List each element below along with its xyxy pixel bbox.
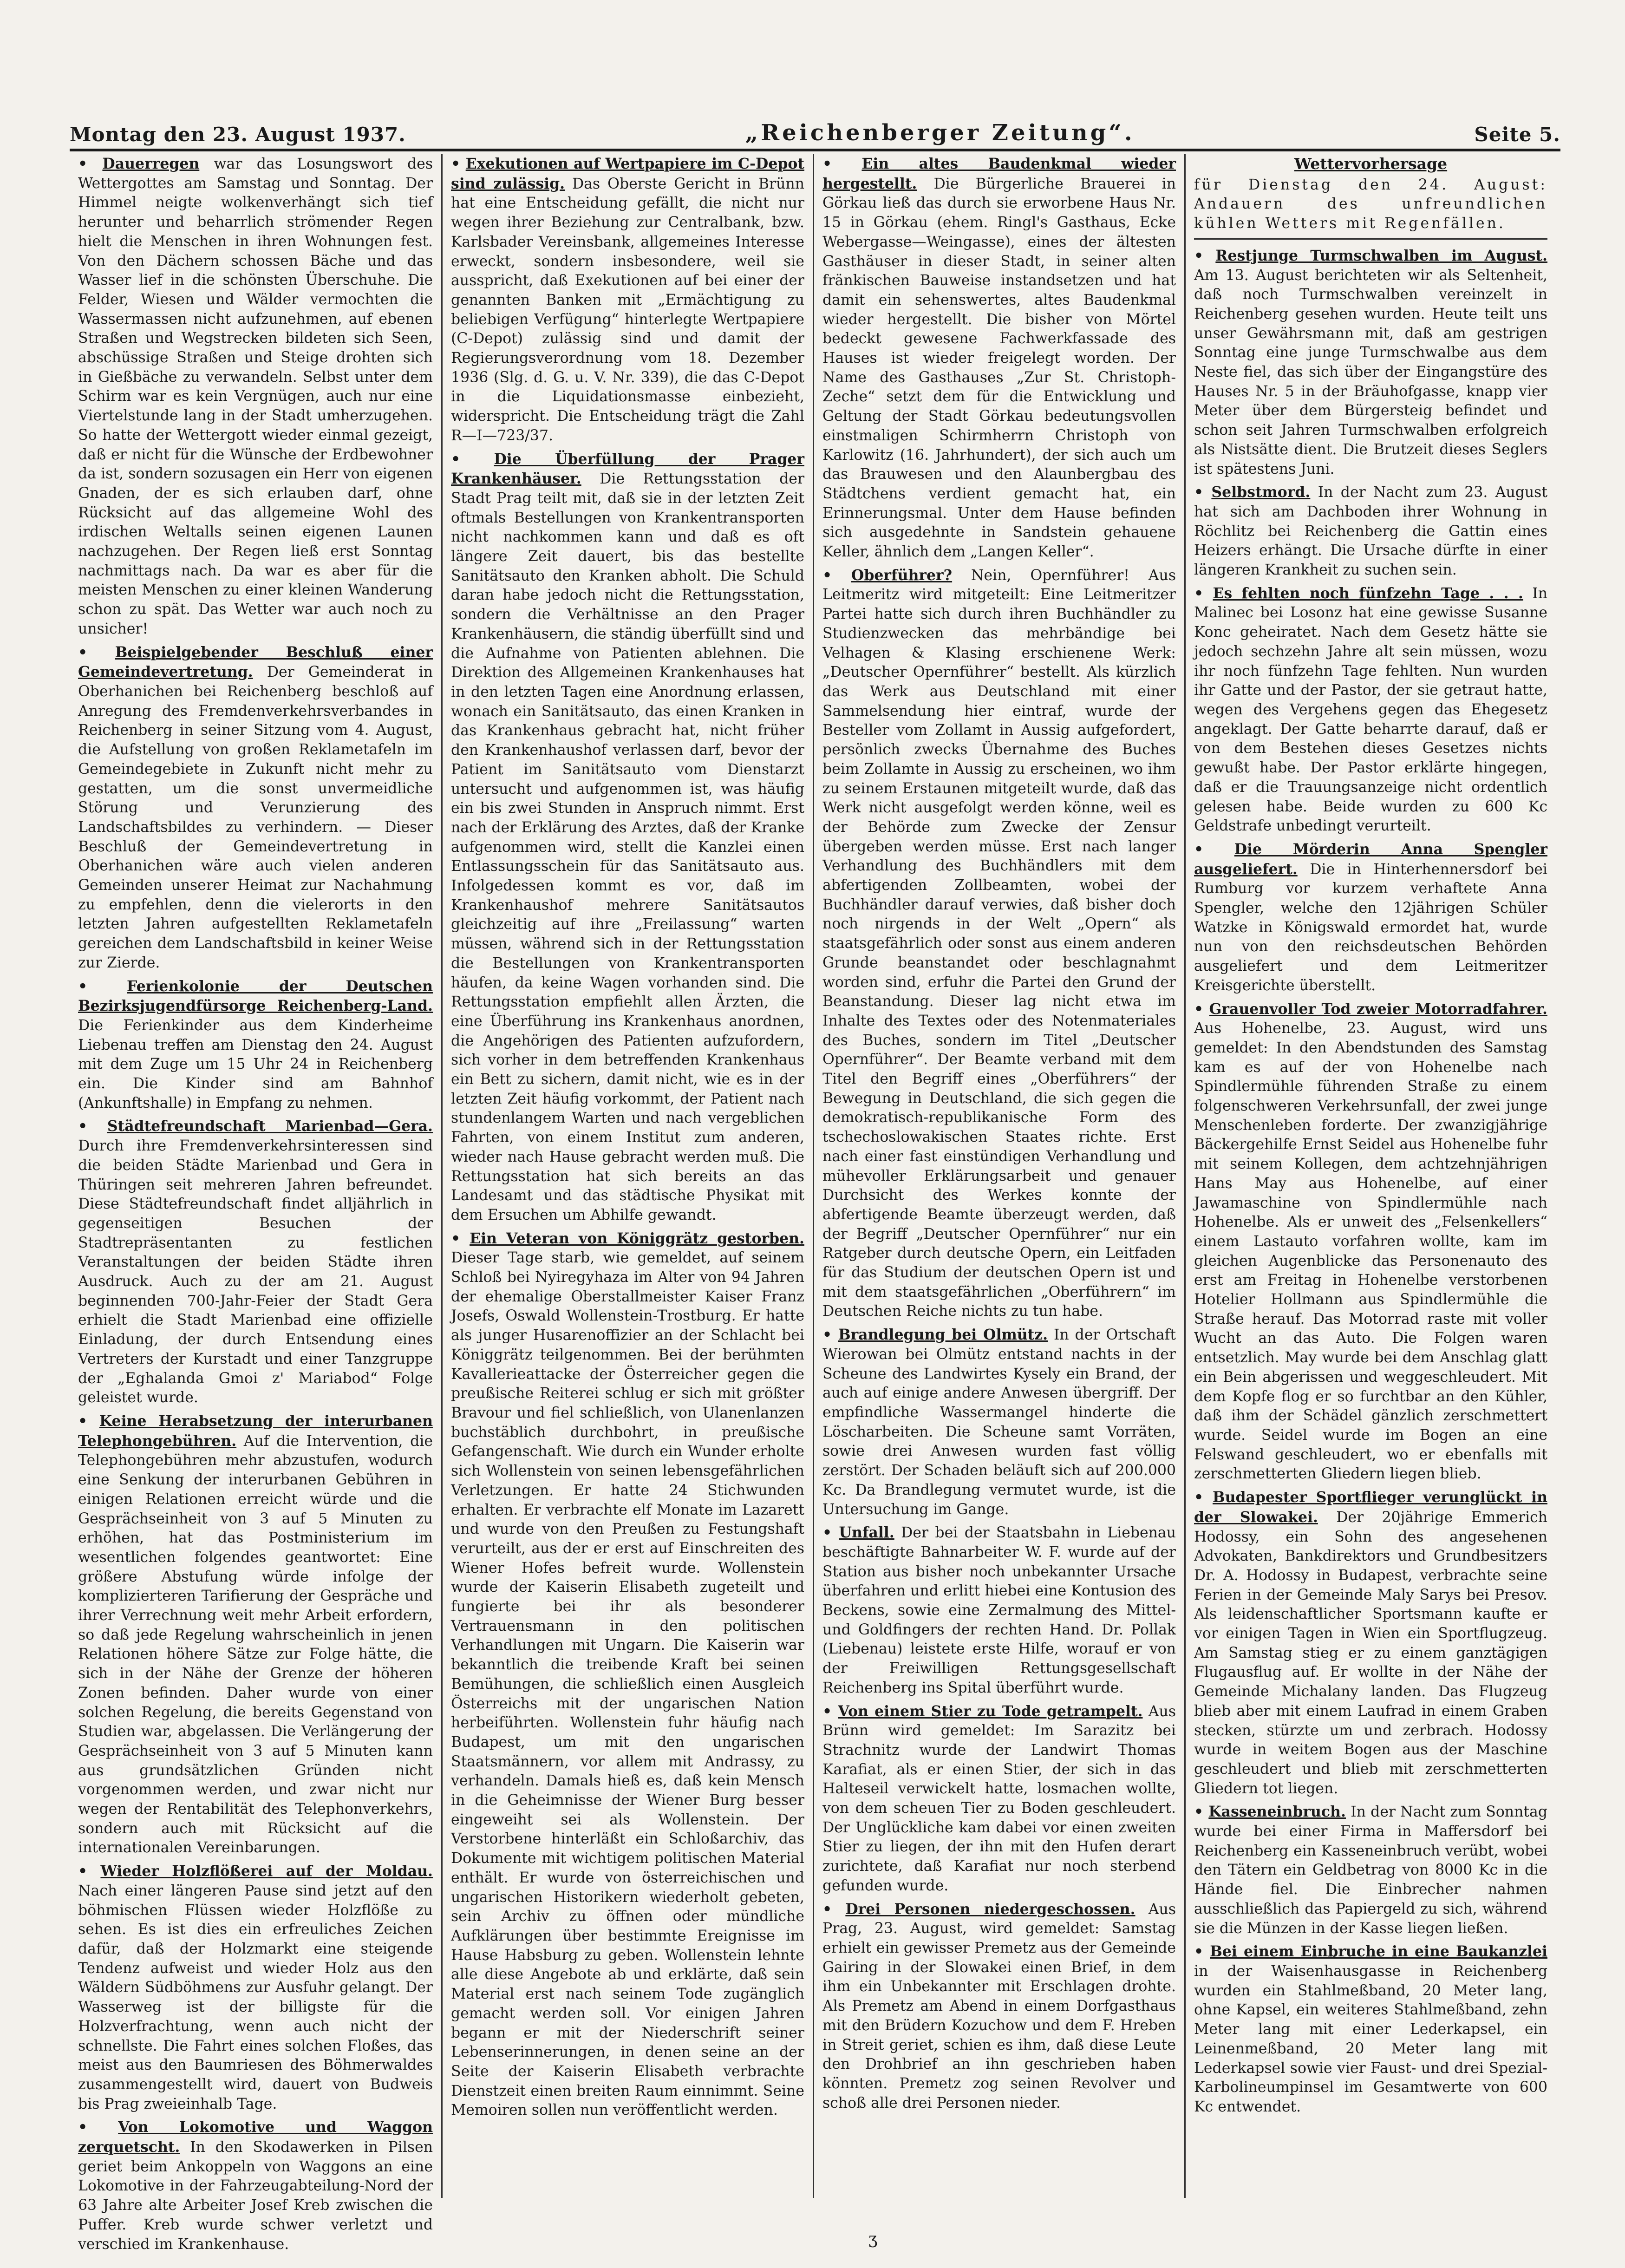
column-1 — [70, 154, 441, 2253]
column-2 — [441, 154, 813, 2198]
bullet-icon: • — [822, 1326, 838, 1344]
news-article — [1194, 840, 1547, 996]
article-body: In den Skodawerken in Pilsen geriet beim Ankoppeln von Waggons an eine Lokomotive in der Fahrzeugabteilung-Nord der 63 Jahre alte Arbeiter Josef Kreb zwischen die Puffer. Kreb wurde schwer verletzt und verschied im Krankenhause. — [78, 2139, 433, 2253]
article-body: Die Bürgerliche Brauerei in Görkau ließ das durch sie erworbene Haus Nr. 15 in Görkau (ehem. Ringl's Gasthaus, Ecke Webergasse—Weingasse), eines der ältesten Gasthäuser in dieser Stadt, in seiner alten fränkischen Bauweise instandsetzen und hat damit ein sehenswertes, altes Baudenkmal wieder hergestellt. Die bisher von Mörtel bedeckt gewesene Fachwerkfassade des Hauses ist wieder freigelegt worden. Der Name des Gasthauses „Zur St. Christoph-Zeche“ setzt dem für die Entwicklung und Geltung der Stadt Görkau bedeutungsvollen einstmaligen Schirmherrn Christoph von Karlowitz (16. Jahrhundert), der sich auch um das Brauwesen und den Alaunbergbau des Städtchens verdient gemacht hat, ein Erinnerungsmal. Unter dem Hause befinden sich ausgedehnte in Sandstein gehauene Keller, ähnlich dem „Langen Keller“. — [822, 175, 1176, 561]
bullet-icon: • — [451, 450, 494, 468]
news-article — [822, 1900, 1176, 2113]
bullet-icon: • — [1194, 1943, 1210, 1961]
article-body: Die Rettungsstation der Stadt Prag teilt mit, daß sie in der letzten Zeit oftmals Bestellungen von Krankentransporten nicht nachkommen kann und daß es oft längere Zeit dauert, bis das bestellte Sanitätsauto den Kranken abholt. Die Schuld daran habe jedoch nicht die Rettungsstation, sondern die Verhältnisse an den Prager Krankenhäusern, die ständig überfüllt sind und die Aufnahme von Patienten ablehnen. Die Direktion des Allgemeinen Krankenhauses hat in den letzten Tagen eine Anordnung erlassen, wonach ein Sanitätsauto, das einen Kranken in das Krankenhaus gebracht hat, nicht früher den Krankenhaushof verlassen darf, bevor der Patient im Sanitätsauto vom Dienstarzt untersucht und aufgenommen ist, was häufig ein bis zwei Stunden in Anspruch nimmt. Erst nach der Erklärung des Arztes, daß der Kranke aufgenommen wird, stellt die Kanzlei einen Entlassungsschein für das Sanitätsauto aus. Infolgedessen kommt es vor, daß im Krankenhaushof mehrere Sanitätsautos gleichzeitig auf ihre „Freilassung“ warten müssen, während sich in der Rettungsstation die Bestellungen von Krankentransporten häufen, da keine Wagen vorhanden sind. Die Rettungsstation empfiehlt allen Ärzten, die eine Überführung ins Krankenhaus anordnen, die Angehörigen des Patienten aufzufordern, sich vorher in dem betreffenden Krankenhaus ein Bett zu sichern, damit nicht, wie es in der letzten Zeit häufig vorkommt, der Patient nach stundenlangem Warten und nach vergeblichen Fahrten, von einem Institut zum anderen, wieder nach Hause gebracht werden muß. Die Rettungsstation hat sich bereits an das Landesamt und das städtische Physikat mit dem Ersuchen um Abhilfe gewandt. — [451, 471, 805, 1223]
news-article — [78, 1412, 433, 1858]
bullet-icon: • — [1194, 247, 1216, 264]
bullet-icon: • — [78, 155, 103, 172]
article-body: Die Ferienkinder aus dem Kinderheime Liebenau treffen am Dienstag den 24. August mit dem Zuge um 15 Uhr 24 in Reichenberg ein. Die Kinder sind am Bahnhof (Ankunftshalle) in Empfang zu nehmen. — [78, 1017, 433, 1111]
article-headline: Die Überfüllung der Prager Krankenhäuser. — [451, 450, 804, 488]
bullet-icon: • — [1194, 484, 1212, 501]
bullet-icon: • — [1194, 1000, 1209, 1018]
article-headline: Bei einem Einbruche in eine Baukanzlei — [1210, 1943, 1547, 1961]
article-headline: Es fehlten noch fünfzehn Tage . . . — [1213, 584, 1523, 602]
bullet-icon: • — [822, 1900, 846, 1918]
article-headline: Die Mörderin Anna Spengler ausgeliefert. — [1194, 840, 1547, 878]
article-body: In der Nacht zum 23. August hat sich am Dachboden ihrer Wohnung in Röchlitz bei Reichenberg die Gattin eines Heizers erhängt. Die Ursache dürfte in einer längeren Krankheit zu suchen sein. — [1194, 484, 1548, 579]
article-headline: Restjunge Turmschwalben im August. — [1215, 247, 1547, 264]
bullet-icon: • — [78, 1863, 101, 1880]
article-headline: Beispielgebender Beschluß einer Gemeindevertretung. — [78, 643, 433, 681]
news-article — [78, 1117, 433, 1408]
article-body: Der 20jährige Emmerich Hodossy, ein Sohn des angesehenen Advokaten, Bankdirektors und Grundbesitzers Dr. A. Hodossy in Budapest, verbrachte seine Ferien in der Gemeinde Maly Sarys bei Presov. Als leidenschaftlicher Sportsmann kaufte er vor einigen Tagen in Wien ein Sportflugzeug. Am Samstag stieg er zu einem ganztägigen Flugausflug auf. Er wollte in der Nähe der Gemeinde Michalany landen. Das Flugzeug blieb aber mit einem Laufrad in einem Graben stecken, stürzte um und zerbrach. Hodossy wurde in weitem Bogen aus der Maschine geschleudert und blieb mit zerschmetterten Gliedern tot liegen. — [1194, 1509, 1547, 1797]
article-body: Am 13. August berichteten wir als Seltenheit, daß noch Turmschwalben vereinzelt in Reichenberg gesehen wurden. Heute teilt uns unser Gewährsmann mit, daß am gestrigen Sonntag eine junge Turmschwalbe aus dem Neste fiel, das sich über der Eingangstüre des Hauses Nr. 5 in der Bräuhofgasse, knapp vier Meter über dem Bürgersteig befindet und schon seit Jahren Turmschwalben erfolgreich als Nistsätte dient. Die Brutzeit dieses Seglers ist spätestens Juni. — [1194, 267, 1547, 477]
article-body: In der Nacht zum Sonntag wurde bei einer Firma in Maffersdorf bei Reichenberg ein Kasseneinbruch verübt, wobei den Tätern ein Geldbetrag von 8000 Kc in die Hände fiel. Die Einbrecher nahmen ausschließlich das Papiergeld zu sich, während sie die Münzen in der Kasse liegen ließen. — [1194, 1804, 1547, 1937]
column-4 — [1184, 154, 1556, 2198]
bullet-icon: • — [1194, 1803, 1209, 1821]
article-headline: Drei Personen niedergeschossen. — [845, 1900, 1136, 1918]
article-body: Dieser Tage starb, wie gemeldet, auf seinem Schloß bei Nyiregyhaza im Alter von 94 Jahren der ehemalige Oberstallmeister Kaiser Franz Josefs, Oswald Wollenstein-Trostburg. Er hatte als junger Husarenoffizier an der Schlacht bei Königgrätz teilgenommen. Bei der berühmten Kavallerieattacke der Österreicher gegen die preußische Reiterei schlug er sich mit größter Bravour und fiel schließlich, von Ulanenlanzen buchstäblich durchbohrt, in preußische Gefangenschaft. Wie durch ein Wunder erholte sich Wollenstein von seinen lebensgefährlichen Verletzungen. Er hatte 24 Stichwunden erhalten. Er verbrachte elf Monate im Lazarett und wurde von den Preußen zu Festungshaft verurteilt, aus der er erst auf Einschreiten des Wiener Hofes befreit wurde. Wollenstein wurde der Kaiserin Elisabeth zugeteilt und fungierte bei ihr als besonderer Vertrauensmann in den politischen Verhandlungen mit Ungarn. Die Kaiserin war bekanntlich die treibende Kraft bei seinen Bemühungen, die schließlich einen Ausgleich Österreichs mit der ungarischen Nation herbeiführten. Wollenstein fuhr häufig nach Budapest, um mit den ungarischen Staatsmännern, vor allem mit Andrassy, zu verhandeln. Damals hieß es, daß kein Mensch in die Geheimnisse der Wiener Burg besser eingeweiht sei als Wollenstein. Der Verstorbene hinterläßt ein Schloßarchiv, das Dokumente mit wichtigem politischen Material enthält. Er wurde von österreichischen und ungarischen Historikern wiederholt gebeten, sein Archiv zu öffnen oder mündliche Aufklärungen über bestimmte Ereignisse im Hause Habsburg zu geben. Wollenstein lehnte alle diese Angebote ab und erklärte, daß sein Material erst nach seinem Tode zugänglich gemacht werden soll. Vor einigen Jahren begann er mit der Niederschrift seiner Lebenserinnerungen, in denen seine an der Seite der Kaiserin Elisabeth verbrachte Dienstzeit einen breiten Raum einnimmt. Seine Memoiren sollen nun veröffentlicht werden. — [451, 1249, 804, 2119]
news-article — [78, 977, 433, 1113]
news-article — [451, 450, 804, 1225]
news-article — [822, 1325, 1176, 1519]
column-3 — [813, 154, 1184, 2198]
article-columns — [70, 154, 1560, 2253]
newspaper-page — [70, 106, 1560, 2253]
news-article — [451, 154, 804, 446]
news-article — [822, 154, 1176, 562]
article-body: Der bei der Staatsbahn in Liebenau beschäftigte Bahnarbeiter W. F. wurde auf der Station aus bisher noch unbekannter Ursache überfahren und erlitt hiebei eine Kontusion des Beckens, sowie eine Zermalmung des Mittel- und Goldfingers der rechten Hand. Dr. Pollak (Liebenau) leistete erste Hilfe, worauf er von der Freiwilligen Rettungsgesellschaft Reichenberg ins Spital überführt wurde. — [822, 1524, 1176, 1696]
article-body: Auf die Intervention, die Telephongebühren mehr abzustufen, wodurch eine Senkung der interurbanen Gebühren in einigen Relationen erreicht würde und die Gesprächseinheit von 3 auf 5 Minuten zu erhöhen, hat das Postministerium im wesentlichen folgendes geantwortet: Eine größere Abstufung würde infolge der komplizierteren Tarifierung der Gespräche und ihrer Verrechnung weit mehr Arbeit erfordern, so daß jede Regelung wahrscheinlich in jenen Relationen höhere Sätze zur Folge hätte, die sich in der Nähe der Grenze der höheren Zonen befinden. Daher wurde von einer solchen Regelung, die bereits Gegenstand von Studien war, abgelassen. Die Verlängerung der Gesprächseinheit von 3 auf 5 Minuten kann aus grundsätzlichen Gründen nicht vorgenommen werden, und zwar nicht nur wegen der Rentabilität des Telephonverkehrs, sondern auch mit Rücksicht auf die internationalen Vereinbarungen. — [78, 1432, 433, 1856]
article-headline: Städtefreundschaft Marienbad—Gera. — [107, 1118, 433, 1135]
bullet-icon: • — [451, 1229, 470, 1247]
weather-forecast: für Dienstag den 24. August: Andauern des unfreundlichen kühlen Wetters mit Regenfällen. — [1194, 176, 1547, 240]
article-body: Aus Brünn wird gemeldet: Im Sarazitz bei Strachnitz wurde der Landwirt Thomas Karafiat, als er einen Stier, der sich in das Halteseil verwickelt hatte, losmachen wollte, von dem scheuen Tier zu Boden geschleudert. Der Unglückliche kam dabei vor einen zweiten Stier zu liegen, der ihn mit den Hufen derart zurichtete, daß Karafiat nur noch sterbend gefunden wurde. — [822, 1703, 1176, 1894]
issue-date: Montag den 23. August 1937. — [70, 123, 406, 146]
bullet-icon: • — [78, 1118, 107, 1135]
article-body: Der Gemeinderat in Oberhanichen bei Reichenberg beschloß auf Anregung des Fremdenverkehrsverbandes in Reichenberg in seiner Sitzung vom 4. August, die Aufstellung von großen Reklametafeln im Gemeindegebiete in Zukunft nicht mehr zu gestatten, um die sonst unvermeidliche Störung und Verunzierung des Landschaftsbildes zu verhindern. — Dieser Beschluß der Gemeindevertretung in Oberhanichen wäre auch vielen anderen Gemeinden unserer Heimat zur Nachahmung zu empfehlen, denn die vielerorts in den letzten Jahren aufgestellten Reklametafeln gereichen dem Landschaftsbild in keiner Weise zur Zierde. — [78, 664, 433, 971]
bullet-icon: • — [1194, 584, 1213, 602]
article-headline: Keine Herabsetzung der interurbanen Telephongebühren. — [78, 1412, 433, 1450]
article-headline: Exekutionen auf Wertpapiere im C-Depot sind zulässig. — [451, 155, 804, 192]
news-article — [1194, 1000, 1547, 1484]
news-article — [1194, 483, 1547, 580]
bullet-icon: • — [78, 1412, 99, 1430]
news-article — [451, 1229, 804, 2120]
bullet-icon: • — [78, 977, 127, 995]
article-headline: Selbstmord. — [1211, 484, 1311, 501]
news-article — [78, 2118, 433, 2254]
article-body: war das Losungswort des Wettergottes am Samstag und Sonntag. Der Himmel neigte wolkenverhängt sich tief herunter und beharrlich strömender Regen hielt die Menschen in ihren Wohnungen fest. Von den Dächern schossen Bäche und das Wasser lief in die schönsten Überschuhe. Die Felder, Wiesen und Wälder vermochten die Wassermassen nicht aufzunehmen, auf ebenen Straßen und Wegstrecken bildeten sich Seen, abschüssige Straßen und Steige drohten sich in Gießbäche zu verwandeln. Selbst unter dem Schirm war es kein Vergnügen, auch nur eine Viertelstunde lang in der Stadt umherzugehen. So hatte der Wettergott wieder einmal gezeigt, daß er nicht für die Wünsche der Erdbewohner da ist, sondern sozusagen ein Herr von eigenen Gnaden, der es sich erlauben darf, ohne Rücksicht auf das allgemeine Wohl des irdischen Weltalls seinen eigenen Launen nachzugehen. Der Regen ließ erst Sonntag nachmittags nach. Da war es aber für die meisten Menschen zu einer kleinen Wanderung schon zu spät. Das Wetter war auch noch zu unsicher! — [78, 156, 433, 637]
news-article — [1194, 584, 1547, 836]
weather-heading: Wettervorhersage — [1294, 155, 1448, 173]
news-article — [1194, 1488, 1547, 1798]
bullet-icon: • — [1194, 1489, 1213, 1506]
article-headline: Ferienkolonie der Deutschen Bezirksjugendfürsorge Reichenberg-Land. — [78, 977, 433, 1015]
article-headline: Ein altes Baudenkmal wieder hergestellt. — [822, 155, 1176, 192]
article-headline: Unfall. — [839, 1524, 894, 1542]
masthead — [70, 106, 1560, 151]
newspaper-title: „Reichenberger Zeitung“. — [745, 120, 1135, 146]
article-body: Nein, Opernführer! Aus Leitmeritz wird mitgeteilt: Eine Leitmeritzer Partei hatte sich durch ihren Buchhändler zu Studienzwecken das mehrbändige bei Velhagen & Klasing erschienene Werk: „Deutscher Opernführer“ bestellt. Als kürzlich das Werk aus Deutschland mit einer Sammelsendung hier eintraf, wurde der Besteller vom Zollamt in Aussig aufgefordert, persönlich zwecks Übernahme des Buches beim Zollamte in Aussig zu erscheinen, wo ihm zu seinem Erstaunen mitgeteilt wurde, daß das Werk nicht ausgefolgt werden könne, weil es der Behörde zum Zwecke der Zensur übergeben werden müsse. Erst nach langer Verhandlung des Buchhändlers mit dem abfertigenden Zollbeamten, wobei der Buchhändler darauf verwies, daß bisher doch noch nirgends in der Welt „Opern“ als staatsgefährlich oder sonst aus einem anderen Grunde beanstandet oder beschlagnahmt worden sind, erfuhr die Partei den Grund der Beanstandung. Dieser lag nicht etwa im Inhalte des Textes oder des Notenmateriales des Buches, sondern im Titel „Deutscher Opernführer“. Der Beamte verband mit dem Titel den Begriff eines „Oberführers“ der Bewegung in Deutschland, die sich gegen die demokratisch-republikanische Form des tschechoslowakischen Staates richte. Erst nach einer fast einstündigen Verhandlung und mühevoller Erklärungsarbeit und genauer Durchsicht des Werkes konnte der abfertigende Beamte überzeugt werden, daß der Begriff „Deutscher Opernführer“ nur ein Ratgeber durch deutsche Opern, ein Leitfaden für das Studium der deutschen Opern ist und mit dem staatsgefährlichen „Oberführern“ im Deutschen Reiche nichts zu tun habe. — [822, 567, 1176, 1320]
news-article — [1194, 246, 1547, 479]
article-headline: Von einem Stier zu Tode getrampelt. — [838, 1702, 1143, 1720]
article-headline: Budapester Sportflieger verunglückt in der Slowakei. — [1194, 1489, 1547, 1526]
bullet-icon: • — [78, 643, 115, 661]
article-body: Das Oberste Gericht in Brünn hat eine Entscheidung gefällt, die nicht nur wegen ihrer Beziehung zur Centralbank, bzw. Karlsbader Vereinsbank, allgemeines Interesse erweckt, sondern insbesondere, weil sie ausspricht, daß Exekutionen auf bei einer der genannten Banken mit „Ermächtigung zu beliebigen Verfügung“ hinterlegte Wertpapiere (C-Depot) zulässig sind und damit der Regierungsverordnung vom 18. Dezember 1936 (Slg. d. G. u. V. Nr. 339), die das C-Depot in die Liquidationsmasse einbezieht, widerspricht. Die Entscheidung trägt die Zahl R—I—723/37. — [451, 175, 804, 444]
news-article — [1194, 1802, 1547, 1938]
news-article — [822, 566, 1176, 1321]
footer-mark: ʒ — [868, 2229, 878, 2248]
bullet-icon: • — [451, 155, 466, 172]
article-headline: Kasseneinbruch. — [1208, 1803, 1346, 1821]
bullet-icon: • — [1194, 840, 1234, 858]
news-article — [78, 643, 433, 973]
bullet-icon: • — [78, 2118, 118, 2136]
news-article — [78, 1862, 433, 2114]
article-headline: Von Lokomotive und Waggon zerquetscht. — [78, 2118, 433, 2156]
page-number: Seite 5. — [1474, 123, 1560, 146]
bullet-icon: • — [822, 1524, 839, 1542]
article-headline: Ein Veteran von Königgrätz gestorben. — [470, 1229, 804, 1247]
article-body: Durch ihre Fremdenverkehrsinteressen sind die beiden Städte Marienbad und Gera in Thüringen seit mehreren Jahren befreundet. Diese Städtefreundschaft findet alljährlich in gegenseitigen Besuchen der Stadtrepräsentanten zu festlichen Veranstaltungen der beiden Städte ihren Ausdruck. Auch zu der am 21. August beginnenden 700-Jahr-Feier der Stadt Gera erhielt die Stadt Marienbad eine offizielle Einladung, der durch Entsendung eines Vertreters der Kurstadt und einer Tanzgruppe der „Eghalanda Gmoi z' Mariabod“ Folge geleistet wurde. — [78, 1137, 433, 1406]
news-article — [78, 154, 433, 639]
article-headline: Grauenvoller Tod zweier Motorradfahrer. — [1209, 1000, 1547, 1018]
article-body: Nach einer längeren Pause sind jetzt auf den böhmischen Flüssen wieder Holzflöße zu sehen. Es ist dies ein erfreuliches Zeichen dafür, daß der Holzmarkt eine steigende Tendenz aufweist und wieder Holz aus den Wäldern Südböhmens zur Ausfuhr gelangt. Der Wasserweg ist der billigste für die Holzverfrachtung, wenn auch nicht der schnellste. Die Fahrt eines solchen Floßes, das meist aus den Baumriesen des Böhmerwaldes zusammengestellt wird, dauert von Budweis bis Prag zweieinhalb Tage. — [78, 1882, 433, 2112]
article-body: Aus Hohenelbe, 23. August, wird uns gemeldet: In den Abendstunden des Samstag kam es auf der von Hohenelbe nach Spindlermühle führenden Straße zu einem folgenschweren Verkehrsunfall, der zwei junge Menschenleben forderte. Der zwanzigjährige Bäckergehilfe Ernst Seidel aus Hohenelbe fuhr mit seinem Kollegen, dem achtzehnjährigen Hans May aus Hohenelbe, auf einer Jawamaschine von Spindlermühle nach Hohenelbe. Als er unweit des „Felsenkellers“ einem Lastauto vorfahren wollte, kam im gleichen Augenblicke das Personenauto des erst am Freitag in Hohenelbe verstorbenen Hotelier Hollmann aus Spindlermühle die Straße herauf. Das Motorrad raste mit voller Wucht an das Auto. Die Folgen waren entsetzlich. May wurde bei dem Anschlag glatt ein Bein abgerissen und weggeschleudert. Mit dem Kopfe flog er so furchtbar an den Kühler, daß ihm der Schädel gänzlich zerschmettert wurde. Seidel wurde im Bogen an eine Felswand geschleudert, wo er ebenfalls mit zerschmetterten Gliedern liegen blieb. — [1194, 1020, 1547, 1483]
article-headline: Wieder Holzflößerei auf der Moldau. — [100, 1863, 433, 1880]
article-body: in der Waisenhausgasse in Reichenberg wurden ein Stahlmeßband, 20 Meter lang, ohne Kapsel, ein weiteres Stahlmeßband, zehn Meter lang mit einer Lederkapsel, ein Leinenmeßband, 20 Meter lang mit Lederkapsel sowie vier Faust- und drei Spezial-Karbolineumpinsel im Gesamtwerte von 600 Kc entwendet. — [1194, 1962, 1547, 2115]
article-body: Die in Hinterhennersdorf bei Rumburg vor kurzem verhaftete Anna Spengler, welche den 12jährigen Schüler Watzke in Königswald ermordet hat, wurde nun von den reichsdeutschen Behörden ausgeliefert und dem Leitmeritzer Kreisgerichte überstellt. — [1194, 861, 1548, 994]
bullet-icon: • — [822, 1702, 838, 1720]
news-article — [822, 1523, 1176, 1698]
bullet-icon: • — [822, 155, 862, 172]
article-body: In der Ortschaft Wierowan bei Olmütz entstand nachts in der Scheune des Landwirtes Kysely ein Brand, der auch auf einige andere Anwesen übergriff. Der empfindliche Wassermangel hinderte die Löscharbeiten. Die Scheune samt Vorräten, sowie drei Anwesen wurden fast völlig zerstört. Der Schaden beläuft sich auf 200.000 Kc. Da Brandlegung vermutet wurde, ist die Untersuchung im Gange. — [822, 1327, 1176, 1518]
news-article — [822, 1702, 1176, 1896]
article-headline: Dauerregen — [102, 155, 200, 172]
news-article — [1194, 1942, 1547, 2117]
article-headline: Brandlegung bei Olmütz. — [838, 1326, 1048, 1344]
article-body: In Malinec bei Losonz hat eine gewisse Susanne Konc geheiratet. Nach dem Gesetz hätte sie jedoch sechzehn Jahre alt sein müssen, wozu ihr noch fünfzehn Tage fehlten. Nun wurden ihr Gatte und der Pastor, der sie getraut hatte, wegen des Vergehens gegen das Ehegesetz angeklagt. Der Gatte beharrte darauf, daß er von dem Bestehen dieses Gesetzes nichts gewußt habe. Der Pastor erklärte hingegen, daß er die Trauungsanzeige nicht ordentlich gelesen habe. Beide wurden zu 600 Kc Geldstrafe unbedingt verurteilt. — [1194, 585, 1547, 835]
bullet-icon: • — [822, 566, 851, 584]
article-headline: Oberführer? — [851, 566, 953, 584]
article-body: Aus Prag, 23. August, wird gemeldet: Samstag erhielt ein gewisser Premetz aus der Gemeinde Gairing in der Slowakei einen Brief, in dem ihm ein Unbekannter mit Erschlagen drohte. Als Premetz am Abend in einem Dorfgasthaus mit den Brüdern Kozuchow und dem F. Hreben in Streit geriet, schien es ihm, daß diese Leute den Drohbrief an ihn geschrieben haben könnten. Premetz zog seinen Revolver und schoß alle drei Personen nieder. — [822, 1901, 1176, 2111]
